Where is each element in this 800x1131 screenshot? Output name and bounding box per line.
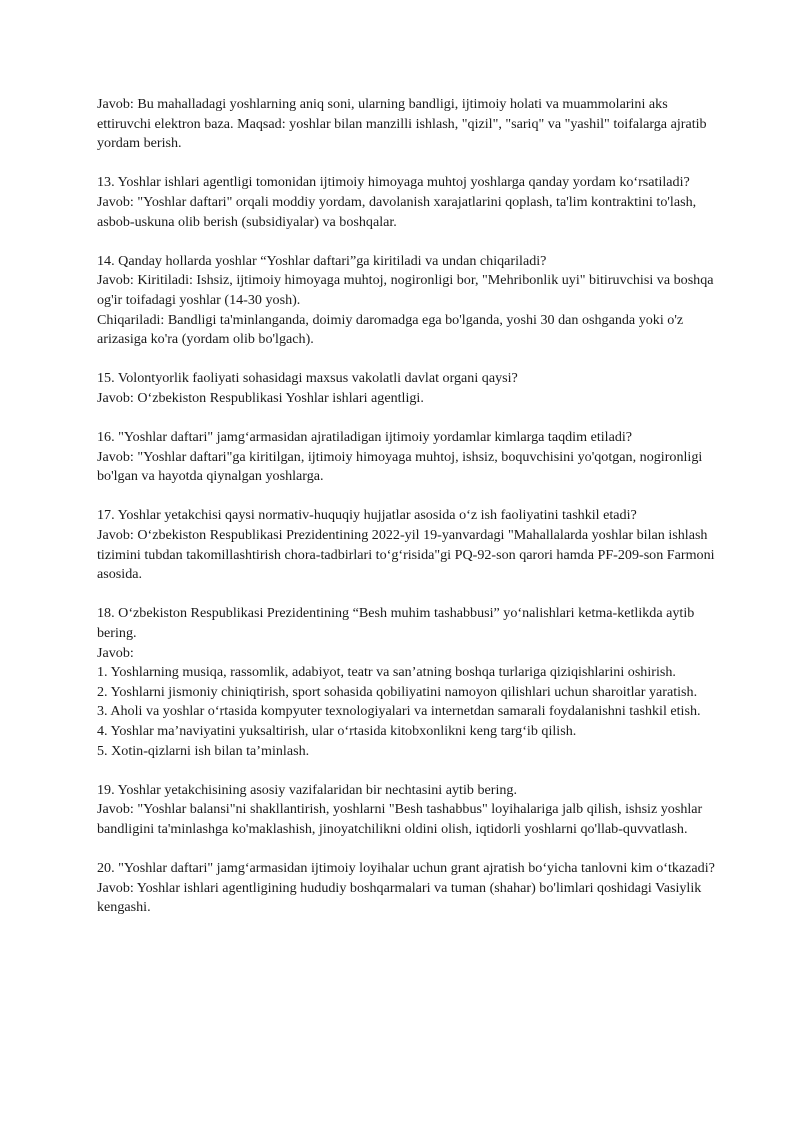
question-20-block bbox=[97, 859, 717, 918]
answer-text: Javob: "Yoshlar daftari"ga kiritilgan, ijtimoiy himoyaga muhtoj, ishsiz, boquvchisini yo'qotgan, nogironligi bo'lgan va hayotda qiynalgan yoshlarga. bbox=[97, 448, 703, 485]
answer-12-block bbox=[97, 95, 717, 154]
question-15-block bbox=[97, 369, 717, 408]
list-item: 2. Yoshlarni jismoniy chiniqtirish, sport sohasida qobiliyatini namoyon qilishlari uchun sharoitlar yaratish. bbox=[97, 683, 698, 700]
question-text: 14. Qanday hollarda yoshlar “Yoshlar daftari”ga kiritiladi va undan chiqariladi? bbox=[97, 252, 547, 269]
question-text: 20. "Yoshlar daftari" jamgʻarmasidan ijtimoiy loyihalar uchun grant ajratish boʻyicha tanlovni kim oʻtkazadi? bbox=[97, 860, 715, 877]
answer-text: Javob: "Yoshlar balansi"ni shakllantirish, yoshlarni "Besh tashabbus" loyihalariga jalb qilish, ishsiz yoshlar bandligini ta'minlashga ko'maklashish, jinoyatchilikni oldini olish, iqtidorli yoshlarni qo'llab-quvvatlash. bbox=[97, 801, 703, 837]
answer-text: Javob: Kiritiladi: Ishsiz, ijtimoiy himoyaga muhtoj, nogironligi bor, "Mehribonlik uyi" bitiruvchisi va boshqa og'ir toifadagi yoshlar (14-30 yosh). bbox=[97, 272, 714, 308]
answer-text: Chiqariladi: Bandligi ta'minlanganda, doimiy daromadga ega bo'lganda, yoshi 30 dan oshganda yoki o'z arizasiga ko'ra (yordam olib bo'lgach). bbox=[97, 311, 684, 348]
question-17-block bbox=[97, 506, 717, 584]
question-text: 19. Yoshlar yetakchisining asosiy vazifalaridan bir nechtasini aytib bering. bbox=[97, 781, 517, 798]
question-text: 13. Yoshlar ishlari agentligi tomonidan ijtimoiy himoyaga muhtoj yoshlarga qanday yordam koʻrsatiladi? bbox=[97, 174, 690, 191]
answer-label: Javob: bbox=[97, 644, 134, 661]
document-page bbox=[97, 95, 717, 938]
question-text: 18. Oʻzbekiston Respublikasi Prezidentining “Besh muhim tashabbusi” yoʻnalishlari ketma-ketlikda aytib bering. bbox=[97, 605, 695, 642]
answer-text: Javob: "Yoshlar daftari" orqali moddiy yordam, davolanish xarajatlarini qoplash, ta'lim kontraktini to'lash, asbob-uskuna olib berish (subsidiyalar) va boshqalar. bbox=[97, 193, 697, 230]
answer-text: Javob: Oʻzbekiston Respublikasi Yoshlar ishlari agentligi. bbox=[97, 389, 424, 406]
question-13-block bbox=[97, 173, 717, 232]
answer-text: Javob: Bu mahalladagi yoshlarning aniq soni, ularning bandligi, ijtimoiy holati va muammolarini aks ettiruvchi elektron baza. Maqsad: yoshlar bilan manzilli ishlash, "qizil", "sariq" va "yashil" toifalarga ajratib yordam berish. bbox=[97, 96, 707, 152]
list-item: 1. Yoshlarning musiqa, rassomlik, adabiyot, teatr va san’atning boshqa turlariga qiziqishlarini oshirish. bbox=[97, 664, 676, 681]
question-text: 15. Volontyorlik faoliyati sohasidagi maxsus vakolatli davlat organi qaysi? bbox=[97, 370, 518, 387]
question-text: 16. "Yoshlar daftari" jamgʻarmasidan ajratiladigan ijtimoiy yordamlar kimlarga taqdim etiladi? bbox=[97, 429, 633, 446]
list-item: 3. Aholi va yoshlar oʻrtasida kompyuter texnologiyalari va internetdan samarali foydalanishni tashkil etish. bbox=[97, 703, 701, 720]
answer-text: Javob: Oʻzbekiston Respublikasi Prezidentining 2022-yil 19-yanvardagi "Mahallalarda yoshlar bilan ishlash tizimini tubdan takomillashtirish chora-tadbirlari toʻgʻrisida"gi PQ-92-son qarori hamda PF-209-son Farmoni asosida. bbox=[97, 527, 715, 583]
question-text: 17. Yoshlar yetakchisi qaysi normativ-huquqiy hujjatlar asosida oʻz ish faoliyatini tashkil etadi? bbox=[97, 507, 637, 524]
question-19-block bbox=[97, 781, 717, 840]
question-18-block bbox=[97, 604, 717, 761]
question-14-block bbox=[97, 252, 717, 350]
answer-text: Javob: Yoshlar ishlari agentligining hududiy boshqarmalari va tuman (shahar) bo'limlari qoshidagi Vasiylik kengashi. bbox=[97, 879, 702, 916]
question-16-block bbox=[97, 428, 717, 487]
list-item: 5. Xotin-qizlarni ish bilan ta’minlash. bbox=[97, 742, 310, 759]
list-item: 4. Yoshlar ma’naviyatini yuksaltirish, ular oʻrtasida kitobxonlikni keng targʻib qilish. bbox=[97, 723, 577, 739]
